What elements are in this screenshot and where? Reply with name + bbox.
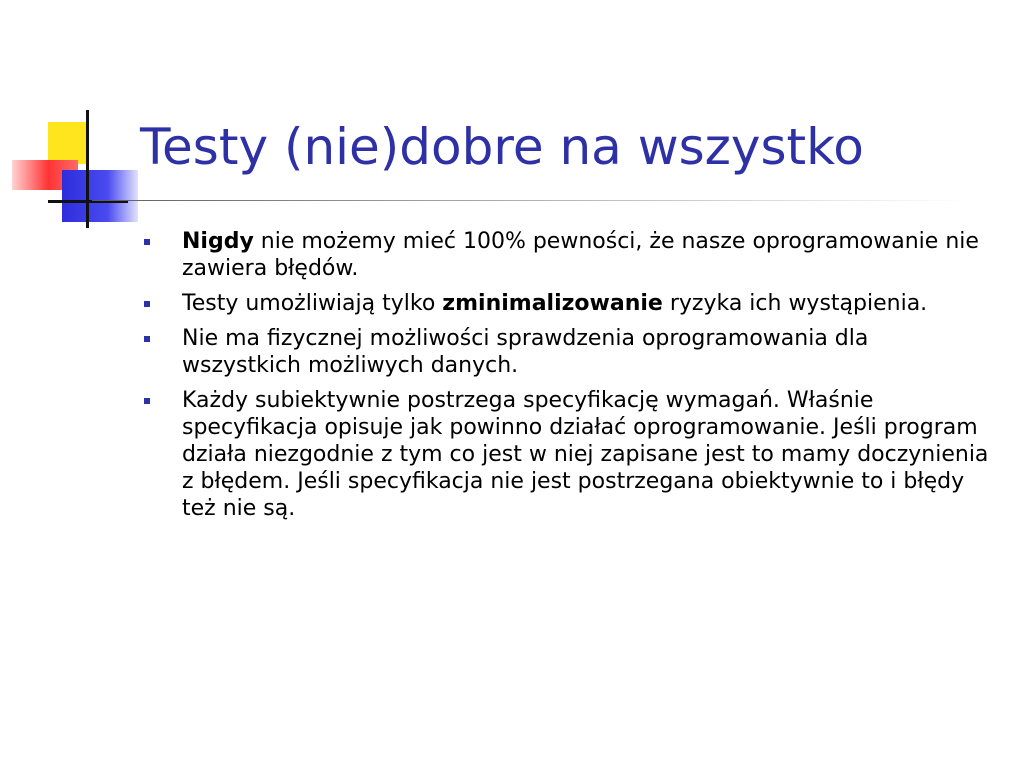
bullet-list <box>140 228 990 530</box>
square-bullet-icon <box>144 239 150 245</box>
logo-vertical-line <box>86 110 89 228</box>
logo-blue-square <box>62 170 138 222</box>
logo-yellow-square <box>48 122 88 164</box>
bullet-text: Każdy subiektywnie postrzega specyfikację wymagań. Właśnie specyfikacja opisuje jak powinno działać oprogramowanie. Jeśli program działa niezgodnie z tym co jest w niej zapisane jest to mamy doczynienia z błędem. Jeśli specyfikacja nie jest postrzegana obiektywnie to i błędy też nie są. <box>182 388 989 521</box>
bullet-emphasis: zminimalizowanie <box>442 291 663 316</box>
title-divider <box>92 200 972 201</box>
bullet-item <box>140 290 990 317</box>
bullet-item <box>140 325 990 379</box>
square-bullet-icon <box>144 336 150 342</box>
slide-title: Testy (nie)dobre na wszystko <box>140 118 864 176</box>
bullet-item <box>140 387 990 522</box>
squares-crosshair-logo-icon <box>0 100 150 230</box>
square-bullet-icon <box>144 398 150 404</box>
bullet-text: nie możemy mieć 100% pewności, że nasze oprogramowanie nie zawiera błędów. <box>182 229 979 281</box>
bullet-text: ryzyka ich wystąpienia. <box>662 291 928 316</box>
bullet-text: Testy umożliwiają tylko <box>182 291 443 316</box>
bullet-text: Nie ma fizycznej możliwości sprawdzenia oprogramowania dla wszystkich możliwych danych. <box>182 326 869 378</box>
bullet-item <box>140 228 990 282</box>
bullet-emphasis: Nigdy <box>182 229 254 254</box>
square-bullet-icon <box>144 301 150 307</box>
